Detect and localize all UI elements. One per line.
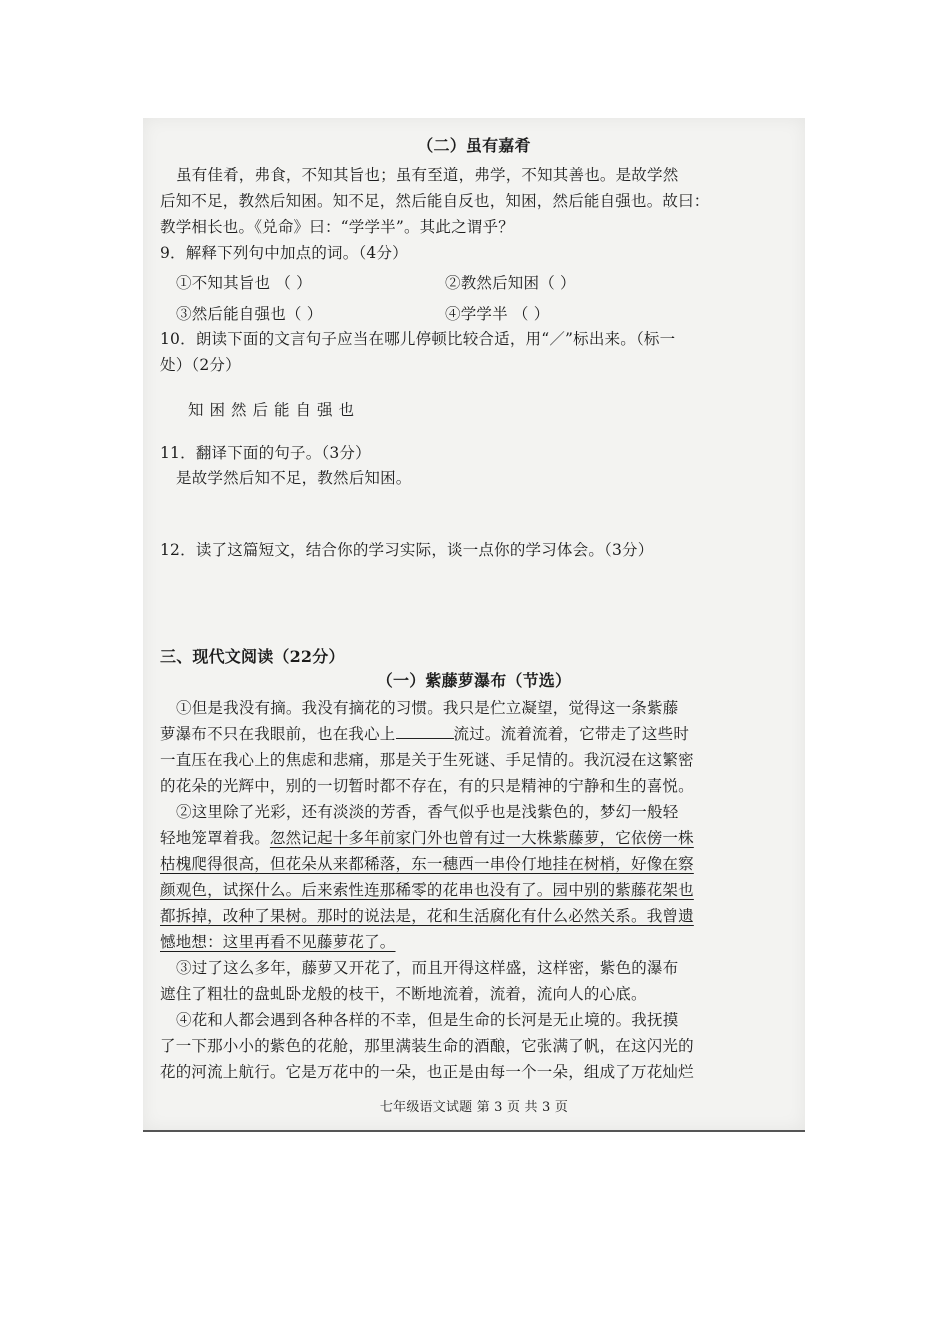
paragraph-2-line-4: 颜观色，试探什么。后来索性连那稀零的花串也没有了。园中别的紫藤花架也 bbox=[160, 881, 694, 899]
paragraph-1-line-2-end: 流过。流着流着，它带走了这些时 bbox=[453, 725, 690, 743]
fill-in-blank[interactable] bbox=[396, 724, 454, 739]
paragraph-2-line-2-start: 轻地笼罩着我。 bbox=[160, 829, 270, 847]
question-9-item-2: ②教然后知困（ ） bbox=[445, 274, 576, 292]
question-9-stem: 9．解释下列句中加点的词。（4分） bbox=[160, 244, 408, 262]
paragraph-2-line-2 bbox=[160, 828, 694, 848]
paragraph-2-line-3: 枯槐爬得很高，但花朵从来都稀落，东一穗西一串伶仃地挂在树梢，好像在察 bbox=[160, 855, 694, 873]
paragraph-3-line-1: ③过了这么多年，藤萝又开花了，而且开得这样盛，这样密，紫色的瀑布 bbox=[176, 959, 679, 977]
reading-title: （一）紫藤萝瀑布（节选） bbox=[376, 671, 572, 690]
paragraph-1-line-3: 一直压在我心上的焦虑和悲痛，那是关于生死谜、手足情的。我沉浸在这繁密 bbox=[160, 751, 694, 769]
section-3-title: 三、现代文阅读（22分） bbox=[160, 647, 345, 666]
underlined-text: 忽然记起十多年前家门外也曾有过一大株紫藤萝，它依傍一株 bbox=[269, 829, 694, 847]
paragraph-4-line-2: 了一下那小小的紫色的花舱，那里满装生命的酒酿，它张满了帆，在这闪光的 bbox=[160, 1037, 694, 1055]
question-9-item-1: ①不知其旨也 （ ） bbox=[176, 274, 312, 292]
question-10-stem: 10．朗读下面的文言句子应当在哪儿停顿比较合适，用“／”标出来。（标一 bbox=[160, 330, 676, 348]
question-9-item-3: ③然后能自强也（ ） bbox=[176, 305, 323, 323]
paragraph-4-line-3: 花的河流上航行。它是万花中的一朵，也正是由每一个一朵，组成了万花灿烂 bbox=[160, 1063, 694, 1081]
paragraph-4-line-1: ④花和人都会遇到各种各样的不幸，但是生命的长河是无止境的。我抚摸 bbox=[176, 1011, 679, 1029]
question-10-stem-cont: 处）（2分） bbox=[160, 356, 241, 374]
question-9-item-4: ④学学半 （ ） bbox=[445, 305, 550, 323]
paragraph-2-line-6: 憾地想：这里再看不见藤萝花了。 bbox=[160, 933, 396, 951]
question-11-stem: 11．翻译下面的句子。（3分） bbox=[160, 444, 371, 462]
page-footer: 七年级语文试题 第 3 页 共 3 页 bbox=[379, 1100, 569, 1115]
passage-line-3: 教学相长也。《兑命》曰：“学学半”。其此之谓乎？ bbox=[160, 218, 514, 236]
paragraph-1-line-1: ①但是我没有摘。我没有摘花的习惯。我只是伫立凝望，觉得这一条紫藤 bbox=[176, 699, 679, 717]
passage-line-2: 后知不足，教然后知困。知不足，然后能自反也，知困，然后能自强也。故曰： bbox=[160, 192, 710, 210]
paragraph-1-line-2-start: 萝瀑布不只在我眼前，也在我心上 bbox=[160, 725, 396, 743]
question-11-sentence: 是故学然后知不足，教然后知困。 bbox=[176, 469, 412, 487]
passage-line-1: 虽有佳肴，弗食，不知其旨也；虽有至道，弗学，不知其善也。是故学然 bbox=[176, 166, 679, 184]
paragraph-1-line-4: 的花朵的光辉中，别的一切暂时都不存在，有的只是精神的宁静和生的喜悦。 bbox=[160, 777, 694, 795]
paragraph-3-line-2: 遮住了粗壮的盘虬卧龙般的枝干，不断地流着，流着，流向人的心底。 bbox=[160, 985, 647, 1003]
question-10-sentence: 知困然后能自强也 bbox=[188, 401, 361, 419]
question-12-stem: 12．读了这篇短文，结合你的学习实际，谈一点你的学习体会。（3分） bbox=[160, 541, 654, 559]
exam-page-scan bbox=[143, 118, 805, 1132]
section-2-title: （二）虽有嘉肴 bbox=[417, 136, 531, 155]
paragraph-2-line-5: 都拆掉，改种了果树。那时的说法是，花和生活腐化有什么必然关系。我曾遗 bbox=[160, 907, 694, 925]
paragraph-2-line-1: ②这里除了光彩，还有淡淡的芳香，香气似乎也是浅紫色的，梦幻一般轻 bbox=[176, 803, 679, 821]
paragraph-1-line-2 bbox=[160, 724, 689, 744]
